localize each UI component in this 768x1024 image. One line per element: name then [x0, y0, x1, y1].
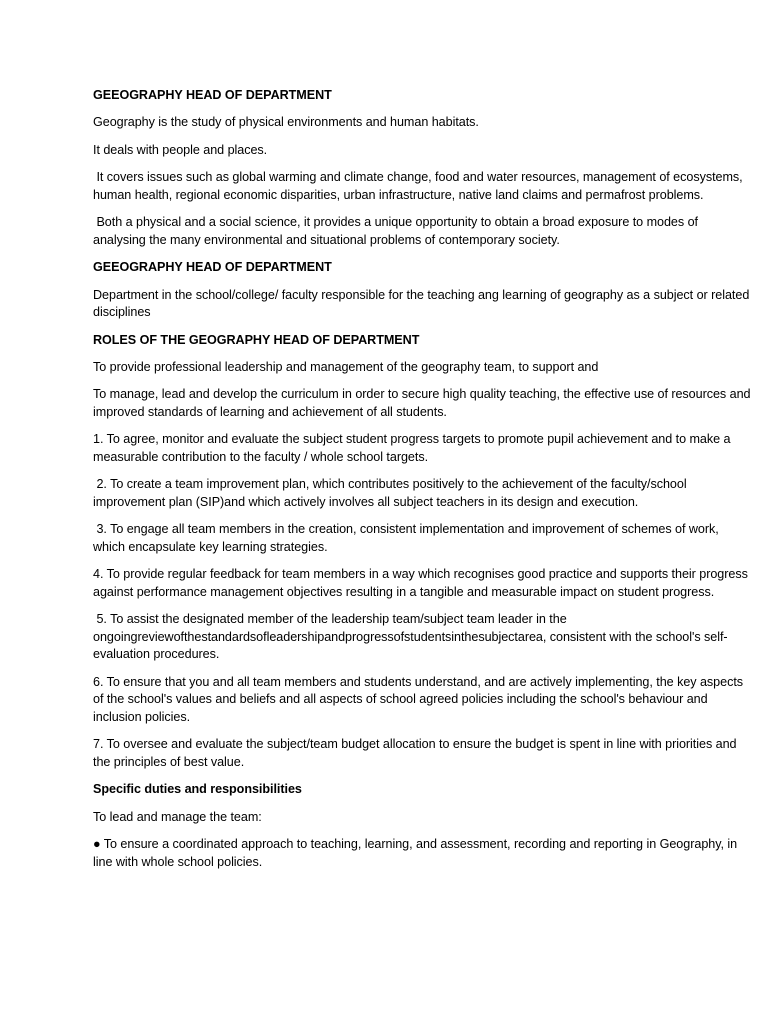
roles-heading: ROLES OF THE GEOGRAPHY HEAD OF DEPARTMENT — [93, 332, 420, 347]
role-item: 4. To provide regular feedback for team members in a way which recognises good practice and supports their progress against performance management objectives resulting in a tangible and measurable impact on student progress. — [93, 567, 752, 599]
role-item: 3. To engage all team members in the creation, consistent implementation and improvement of schemes of work, which encapsulate key learning strategies. — [93, 522, 723, 554]
intro-paragraph: It covers issues such as global warming and climate change, food and water resources, management of ecosystems, human health, regional economic disparities, urban infrastructure, native land claims and permafrost problems. — [93, 170, 747, 202]
roles-paragraph: To manage, lead and develop the curriculum in order to secure high quality teaching, the effective use of resources and improved standards of learning and achievement of all students. — [93, 387, 754, 419]
role-item: 1. To agree, monitor and evaluate the subject student progress targets to promote pupil achievement and to make a measurable contribution to the faculty / whole school targets. — [93, 432, 734, 464]
bullet-item: ● To ensure a coordinated approach to teaching, learning, and assessment, recording and reporting in Geography, in line with whole school policies. — [93, 837, 741, 869]
role-item: 6. To ensure that you and all team members and students understand, and are actively implementing, the key aspects of the school's values and beliefs and all aspects of school agreed policies including the school's behaviour and inclusion policies. — [93, 674, 747, 724]
role-item: 7. To oversee and evaluate the subject/team budget allocation to ensure the budget is spent in line with priorities and the principles of best value. — [93, 737, 740, 769]
role-item: 2. To create a team improvement plan, which contributes positively to the achievement of the faculty/school improvement plan (SIP)and which actively involves all subject teachers in its design and execution. — [93, 477, 691, 509]
role-item: 5. To assist the designated member of the leadership team/subject team leader in the ongoingreviewofthestandardsofleadershipandprogressofstudentsinthesubjectarea, consistent with the school's self-evaluation procedures. — [93, 612, 728, 662]
duties-intro: To lead and manage the team: — [93, 809, 262, 824]
document-page — [93, 87, 753, 881]
duties-heading: Specific duties and responsibilities — [93, 782, 302, 797]
intro-paragraph: It deals with people and places. — [93, 142, 268, 157]
section-heading: GEEOGRAPHY HEAD OF DEPARTMENT — [93, 260, 332, 275]
definition-paragraph: Department in the school/college/ faculty responsible for the teaching ang learning of geography as a subject or related disciplines — [93, 287, 753, 320]
intro-paragraph: Geography is the study of physical environments and human habitats. — [93, 115, 479, 130]
title-heading: GEEOGRAPHY HEAD OF DEPARTMENT — [93, 88, 332, 102]
intro-paragraph: Both a physical and a social science, it provides a unique opportunity to obtain a broad exposure to modes of analysing the many environmental and situational problems of contemporary society. — [93, 215, 702, 247]
roles-paragraph: To provide professional leadership and management of the geography team, to support and — [93, 359, 599, 374]
